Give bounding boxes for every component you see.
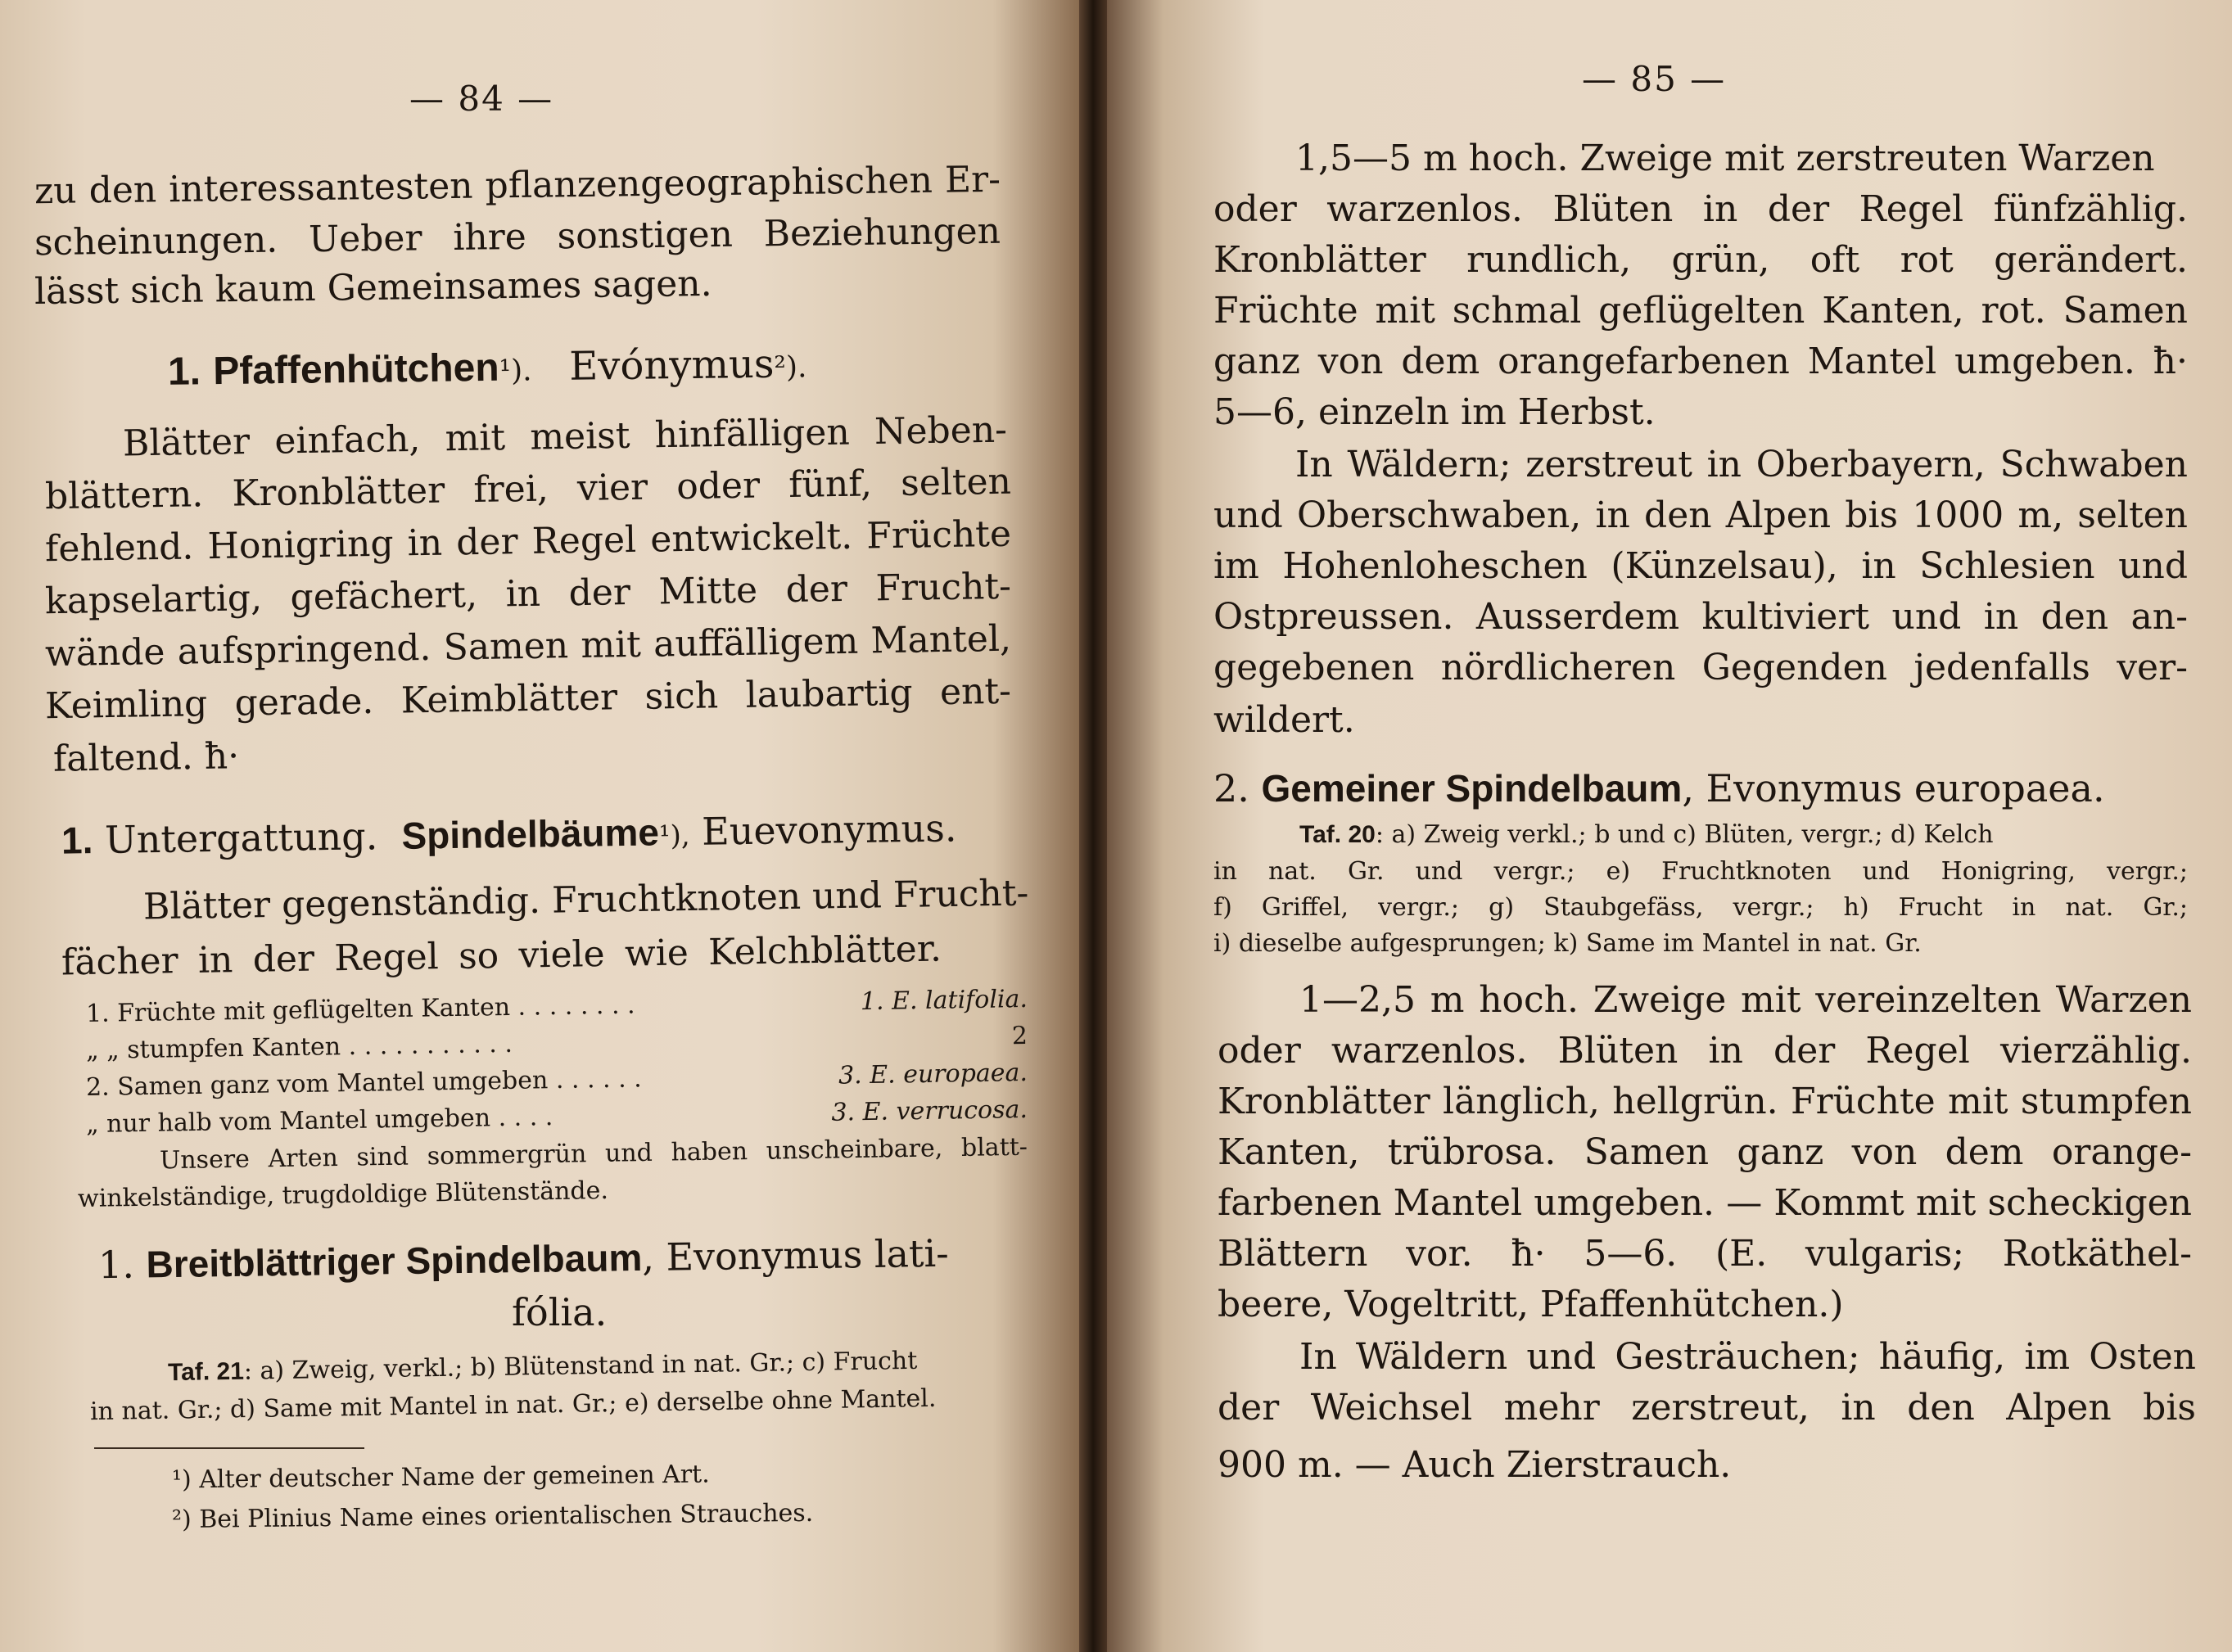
subgenus-text-line: Blätter gegenständig. Fruchtknoten und Frucht- [142, 872, 1029, 928]
key-right: 3. E. verrucosa. [831, 1095, 1028, 1127]
genus-latin: Evónymus [568, 341, 775, 390]
plate-line: in nat. Gr.; d) Same mit Mantel in nat. Gr.; e) derselbe ohne Mantel. [89, 1383, 937, 1427]
subgenus-text-line: fächer in der Regel so viele wie Kelchblätter. [61, 928, 942, 984]
text-line: Ostpreussen. Ausserdem kultiviert und in den an- [1213, 596, 2188, 638]
page-number: — 85 — [1582, 59, 1727, 99]
left-page [0, 0, 1079, 1652]
subgenus-name: Spindelbäume [401, 810, 660, 857]
genus-text-line: kapselartig, gefächert, in der Mitte der Frucht- [44, 565, 1012, 623]
species-latin: , Evonymus europaea. [1682, 766, 2105, 810]
species-heading [97, 1230, 950, 1288]
text-line: beere, Vogeltritt, Pfaffenhütchen.) [1218, 1284, 1844, 1325]
intro-line: scheinungen. Ueber ihre sonstigen Beziehungen [34, 210, 1001, 264]
species-heading [1213, 766, 2105, 810]
subgenus-number: 1. [61, 819, 93, 862]
subgenus-latin: Euevonymus. [701, 806, 957, 854]
text-line: oder warzenlos. Blüten in der Regel fünfzählig. [1213, 188, 2188, 230]
text-line: Kronblätter länglich, hellgrün. Früchte mit stumpfen [1218, 1081, 2192, 1122]
genus-name: Pfaffenhütchen [212, 345, 499, 394]
text-line: und Oberschwaben, in den Alpen bis 1000 m, selten [1213, 494, 2188, 536]
text-line: im Hohenloheschen (Künzelsau), in Schlesien und [1213, 545, 2188, 587]
text-line: der Weichsel mehr zerstreut, in den Alpen bis [1218, 1387, 2196, 1429]
footnote: ¹) Alter deutscher Name der gemeinen Art. [171, 1460, 710, 1495]
key-left: „ „ stumpfen Kanten . . . . . . . . . . . [85, 1029, 513, 1066]
text-line: ganz von dem orangefarbenen Mantel umgeben. ħ· [1213, 341, 2188, 382]
intro-line: lässt sich kaum Gemeinsames sagen. [34, 262, 712, 314]
key-left: 2. Samen ganz vom Mantel umgeben . . . . . . [85, 1064, 642, 1103]
page-number: — 84 — [409, 79, 554, 119]
plate-line: in nat. Gr. und vergr.; e) Fruchtknoten und Honigring, vergr.; [1213, 857, 2188, 886]
species-number: 1. [97, 1242, 135, 1288]
plate-label: Taf. 21 [167, 1357, 245, 1387]
key-row [85, 1095, 1028, 1140]
genus-heading [167, 341, 807, 394]
key-right: 2 [1011, 1021, 1028, 1051]
key-row [85, 1021, 1028, 1066]
species-latin-line: fólia. [512, 1290, 608, 1334]
text-line: wildert. [1213, 699, 1355, 741]
book-gutter [1079, 0, 1107, 1652]
subgenus-heading [61, 806, 957, 862]
footnote: ²) Bei Plinius Name eines orientalischen Strauches. [171, 1498, 814, 1535]
text-line: 900 m. — Auch Zierstrauch. [1218, 1444, 1732, 1486]
text-line: Früchte mit schmal geflügelten Kanten, rot. Samen [1213, 290, 2188, 332]
footnote-rule [94, 1447, 364, 1449]
genus-ref2: ²). [774, 350, 807, 385]
species-name: Breitblättriger Spindelbaum [146, 1235, 643, 1286]
key-row [85, 984, 1028, 1029]
text-line: In Wäldern; zerstreut in Oberbayern, Schwaben [1295, 444, 2188, 485]
genus-text-line: Keimling gerade. Keimblätter sich laubartig ent- [44, 670, 1012, 728]
key-note-line: winkelständige, trugdoldige Blütenstände. [77, 1176, 609, 1214]
plate-line: : a) Zweig, verkl.; b) Blütenstand in nat. Gr.; c) Frucht [243, 1346, 918, 1386]
text-line: 1,5—5 m hoch. Zweige mit zerstreuten Warzen [1295, 138, 2155, 179]
species-number: 2. [1213, 766, 1249, 810]
plate-caption [167, 1346, 918, 1387]
genus-text-line: blättern. Kronblätter frei, vier oder fünf, selten [44, 460, 1012, 518]
plate-line: f) Griffel, vergr.; g) Staubgefäss, vergr.; h) Frucht in nat. Gr.; [1213, 893, 2188, 922]
text-line: Blättern vor. ħ· 5—6. (E. vulgaris; Rotkäthel- [1218, 1233, 2192, 1275]
key-right: 3. E. europaea. [838, 1058, 1028, 1090]
text-line: farbenen Mantel umgeben. — Kommt mit scheckigen [1218, 1182, 2192, 1224]
genus-text-line: fehlend. Honigring in der Regel entwickelt. Früchte [44, 512, 1012, 571]
genus-text-line: wände aufspringend. Samen mit auffälligem Mantel, [44, 617, 1012, 675]
plate-label: Taf. 20 [1299, 821, 1376, 848]
text-line: gegebenen nördlicheren Gegenden jedenfalls ver- [1213, 647, 2188, 688]
key-note-line: Unsere Arten sind sommergrün und haben unscheinbare, blatt- [159, 1132, 1028, 1176]
plate-line: : a) Zweig verkl.; b und c) Blüten, vergr.; d) Kelch [1375, 820, 1994, 849]
subgenus-ref: ¹), [658, 819, 690, 853]
right-page [1107, 0, 2232, 1652]
species-name: Gemeiner Spindelbaum [1261, 767, 1683, 810]
genus-text-line: faltend. ħ· [52, 735, 240, 780]
text-line: Kanten, trübrosa. Samen ganz von dem orange- [1218, 1131, 2192, 1173]
genus-ref: ¹). [499, 354, 532, 388]
plate-line: i) dieselbe aufgesprungen; k) Same im Mantel in nat. Gr. [1213, 929, 1922, 958]
key-row [85, 1058, 1028, 1103]
key-left: 1. Früchte mit geflügelten Kanten . . . . . . . . [85, 991, 635, 1029]
species-latin: , Evonymus lati- [641, 1230, 950, 1280]
key-left: „ nur halb vom Mantel umgeben . . . . [85, 1103, 553, 1140]
intro-line: zu den interessantesten pflanzengeographischen Er- [34, 158, 1001, 213]
plate-caption [1299, 820, 1994, 849]
text-line: 1—2,5 m hoch. Zweige mit vereinzelten Warzen [1299, 979, 2192, 1021]
key-right: 1. E. latifolia. [860, 984, 1028, 1017]
text-line: oder warzenlos. Blüten in der Regel vierzählig. [1218, 1030, 2192, 1072]
text-line: 5—6, einzeln im Herbst. [1213, 391, 1656, 433]
subgenus-label: Untergattung. [104, 814, 378, 862]
text-line: Kronblätter rundlich, grün, oft rot gerändert. [1213, 239, 2188, 281]
text-line: In Wäldern und Gesträuchen; häufig, im Osten [1299, 1336, 2196, 1378]
genus-text-line: Blätter einfach, mit meist hinfälligen Neben- [122, 408, 1008, 465]
genus-number: 1. [167, 350, 201, 394]
